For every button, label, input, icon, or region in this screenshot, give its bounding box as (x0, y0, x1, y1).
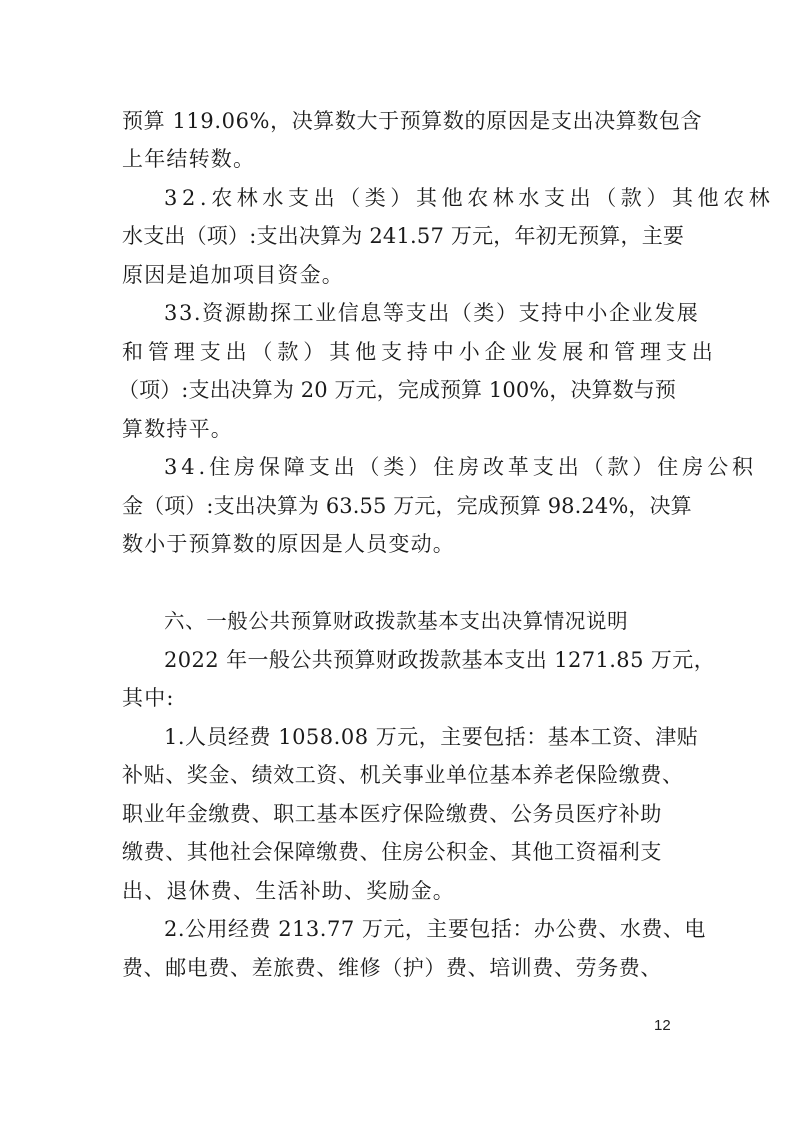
text-line: 预算 119.06%，决算数大于预算数的原因是支出决算数包含 (122, 109, 703, 133)
text-line: 32.农林水支出（类）其他农林水支出（款）其他农林 (164, 186, 775, 210)
text-line: 和管理支出（款）其他支持中小企业发展和管理支出 (122, 340, 718, 364)
text-line: 原因是追加项目资金。 (122, 263, 344, 287)
text-line: 算数持平。 (122, 417, 233, 441)
text-line: 2022 年一般公共预算财政拨款基本支出 1271.85 万元， (164, 648, 716, 672)
text-line: 数小于预算数的原因是人员变动。 (122, 532, 455, 556)
text-line: 费、邮电费、差旅费、维修（护）费、培训费、劳务费、 (122, 956, 662, 980)
text-line: 上年结转数。 (122, 147, 256, 171)
text-line: 缴费、其他社会保障缴费、住房公积金、其他工资福利支 (122, 840, 662, 864)
text-line: 出、退休费、生活补助、奖励金。 (122, 879, 455, 903)
text-line: 职业年金缴费、职工基本医疗保险缴费、公务员医疗补助 (122, 802, 662, 826)
text-line: 1.人员经费 1058.08 万元，主要包括：基本工资、津贴 (164, 725, 699, 749)
text-line: 33.资源勘探工业信息等支出（类）支持中小企业发展 (164, 301, 700, 325)
text-line: 2.公用经费 213.77 万元，主要包括：办公费、水费、电 (164, 917, 706, 941)
page-number: 12 (654, 1017, 671, 1034)
text-line: 金（项）:支出决算为 63.55 万元，完成预算 98.24%，决算 (122, 494, 692, 518)
section-heading: 六、一般公共预算财政拨款基本支出决算情况说明 (164, 609, 629, 633)
text-line: （项）:支出决算为 20 万元，完成预算 100%，决算数与预 (118, 378, 676, 402)
text-line: 其中: (122, 686, 175, 710)
text-line: 34.住房保障支出（类）住房改革支出（款）住房公积 (164, 455, 757, 479)
text-line: 水支出（项）:支出决算为 241.57 万元，年初无预算，主要 (122, 224, 685, 248)
text-line: 补贴、奖金、绩效工资、机关事业单位基本养老保险缴费、 (122, 763, 684, 787)
